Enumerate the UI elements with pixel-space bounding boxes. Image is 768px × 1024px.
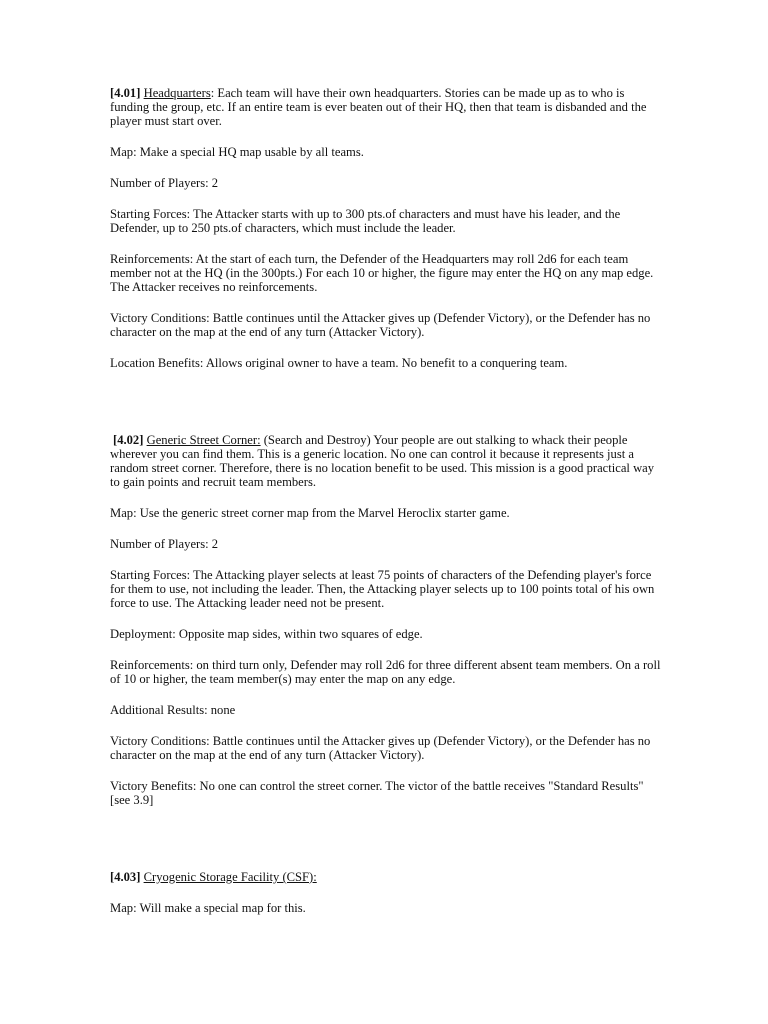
section-number: [4.03] [110, 870, 141, 884]
section-4-01-location-benefits: Location Benefits: Allows original owner to have a team. No benefit to a conquering team. [110, 356, 568, 370]
section-4-01-starting-forces: Starting Forces: The Attacker starts with up to 300 pts.of characters and must have his leader, and the Defender, up to 250 pts.of characters, which must include the leader. [110, 207, 621, 235]
section-title-suffix: : [210, 86, 215, 100]
section-intro: (Search and Destroy) Your people are out stalking to whack their people wherever you can find them. This is a generic location. No one can control it because it represents just a random street corner. Therefore, there is no location benefit to be used. This mission is a good practical way to gain points and recruit team members. [110, 433, 655, 489]
section-title: Headquarters [143, 86, 211, 100]
section-number: [4.01] [110, 86, 141, 100]
section-title: Cryogenic Storage Facility (CSF): [143, 870, 317, 884]
section-intro: Each team will have their own headquarters. Stories can be made up as to who is funding the group, etc. If an entire team is ever beaten out of their HQ, then that team is disbanded and the player must start over. [110, 86, 647, 128]
section-4-03-map: Map: Will make a special map for this. [110, 901, 306, 915]
section-4-02-players: Number of Players: 2 [110, 537, 219, 551]
section-4-02-heading [110, 433, 662, 489]
section-4-02-map: Map: Use the generic street corner map from the Marvel Heroclix starter game. [110, 506, 510, 520]
section-gap [110, 824, 662, 870]
section-4-01-reinforcements: Reinforcements: At the start of each turn, the Defender of the Headquarters may roll 2d6 for each team member not at the HQ (in the 300pts.) For each 10 or higher, the figure may enter the HQ on any map edge. The Attacker receives no reinforcements. [110, 252, 654, 294]
section-4-02-victory-benefits: Victory Benefits: No one can control the street corner. The victor of the battle receives "Standard Results"[see 3.9] [110, 779, 644, 807]
document-page [110, 86, 662, 932]
section-4-01-players: Number of Players: 2 [110, 176, 219, 190]
section-4-02-additional-results: Additional Results: none [110, 703, 236, 717]
section-4-01-heading [110, 86, 662, 128]
section-4-02-deployment: Deployment: Opposite map sides, within two squares of edge. [110, 627, 423, 641]
section-4-02-reinforcements: Reinforcements: on third turn only, Defender may roll 2d6 for three different absent team members. On a roll of 10 or higher, the team member(s) may enter the map on any edge. [110, 658, 661, 686]
section-number: [4.02] [113, 433, 144, 447]
section-gap [110, 387, 662, 433]
section-4-01-map: Map: Make a special HQ map usable by all teams. [110, 145, 364, 159]
section-4-02-starting-forces: Starting Forces: The Attacking player selects at least 75 points of characters of the Defending player's force for them to use, not including the leader. Then, the Attacking player selects up to 100 points total of his own force to use. The Attacking leader need not be present. [110, 568, 655, 610]
section-4-01-victory-conditions: Victory Conditions: Battle continues until the Attacker gives up (Defender Victory), or the Defender has no character on the map at the end of any turn (Attacker Victory). [110, 311, 651, 339]
section-4-03-heading [110, 870, 662, 884]
section-4-02-victory-conditions: Victory Conditions: Battle continues until the Attacker gives up (Defender Victory), or the Defender has no character on the map at the end of any turn (Attacker Victory). [110, 734, 651, 762]
section-title: Generic Street Corner: [146, 433, 261, 447]
